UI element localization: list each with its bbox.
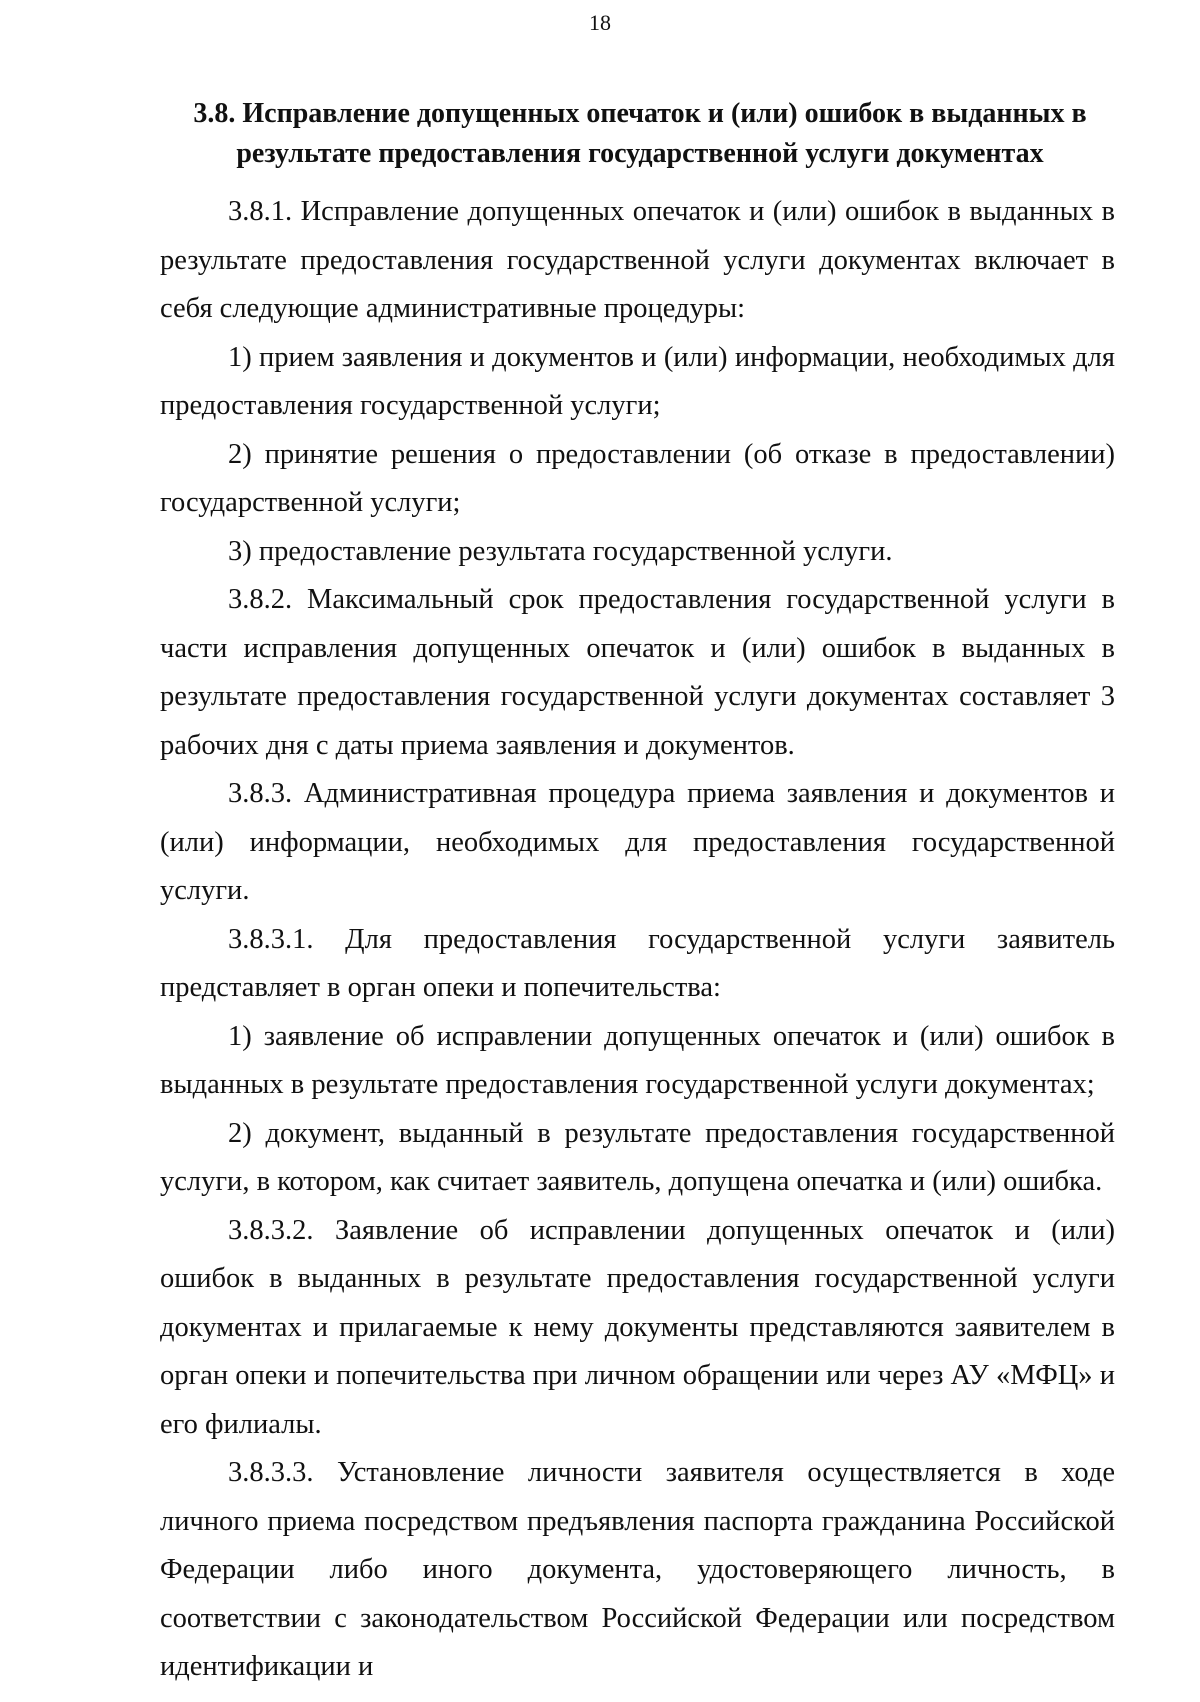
body-text [160,188,1115,1692]
list-item-2-document: 2) документ, выданный в результате предоставления государственной услуги, в котором, как считает заявитель, допущена опечатка и (или) ошибка. [160,1117,1115,1197]
page-number: 18 [589,10,611,35]
list-item-1-application: 1) заявление об исправлении допущенных опечаток и (или) ошибок в выданных в результате предоставления государственной услуги документах; [160,1020,1115,1100]
list-item-2: 2) принятие решения о предоставлении (об отказе в предоставлении) государственной услуги; [160,438,1115,518]
list-item-1: 1) прием заявления и документов и (или) информации, необходимых для предоставления государственной услуги; [160,341,1115,421]
list-item-3: 3) предоставление результата государственной услуги. [228,535,893,567]
paragraph-3-8-2: 3.8.2. Максимальный срок предоставления государственной услуги в части исправления допущенных опечаток и (или) ошибок в выданных в результате предоставления государственной услуги документах составляет 3 рабочих дня с даты приема заявления и документов. [160,584,1115,761]
paragraph-3-8-3-2: 3.8.3.2. Заявление об исправлении допущенных опечаток и (или) ошибок в выданных в результате предоставления государственной услуги документах и прилагаемые к нему документы представляются заявителем в орган опеки и попечительства при личном обращении или через АУ «МФЦ» и его филиалы. [160,1214,1115,1440]
paragraph-3-8-3-3: 3.8.3.3. Установление личности заявителя осуществляется в ходе личного приема посредством предъявления паспорта гражданина Российской Федерации либо иного документа, удостоверяющего личность, в соответствии с законодательством Российской Федерации или посредством идентификации и [160,1457,1115,1682]
paragraph-3-8-1: 3.8.1. Исправление допущенных опечаток и (или) ошибок в выданных в результате предоставления государственной услуги документах включает в себя следующие административные процедуры: [160,196,1115,324]
paragraph-3-8-3-1: 3.8.3.1. Для предоставления государственной услуги заявитель представляет в орган опеки и попечительства: [160,923,1115,1003]
paragraph-3-8-3: 3.8.3. Административная процедура приема заявления и документов и (или) информации, необходимых для предоставления государственной услуги. [160,778,1115,906]
section-heading: 3.8. Исправление допущенных опечаток и (или) ошибок в выданных в результате предоставления государственной услуги документах [193,98,1087,169]
